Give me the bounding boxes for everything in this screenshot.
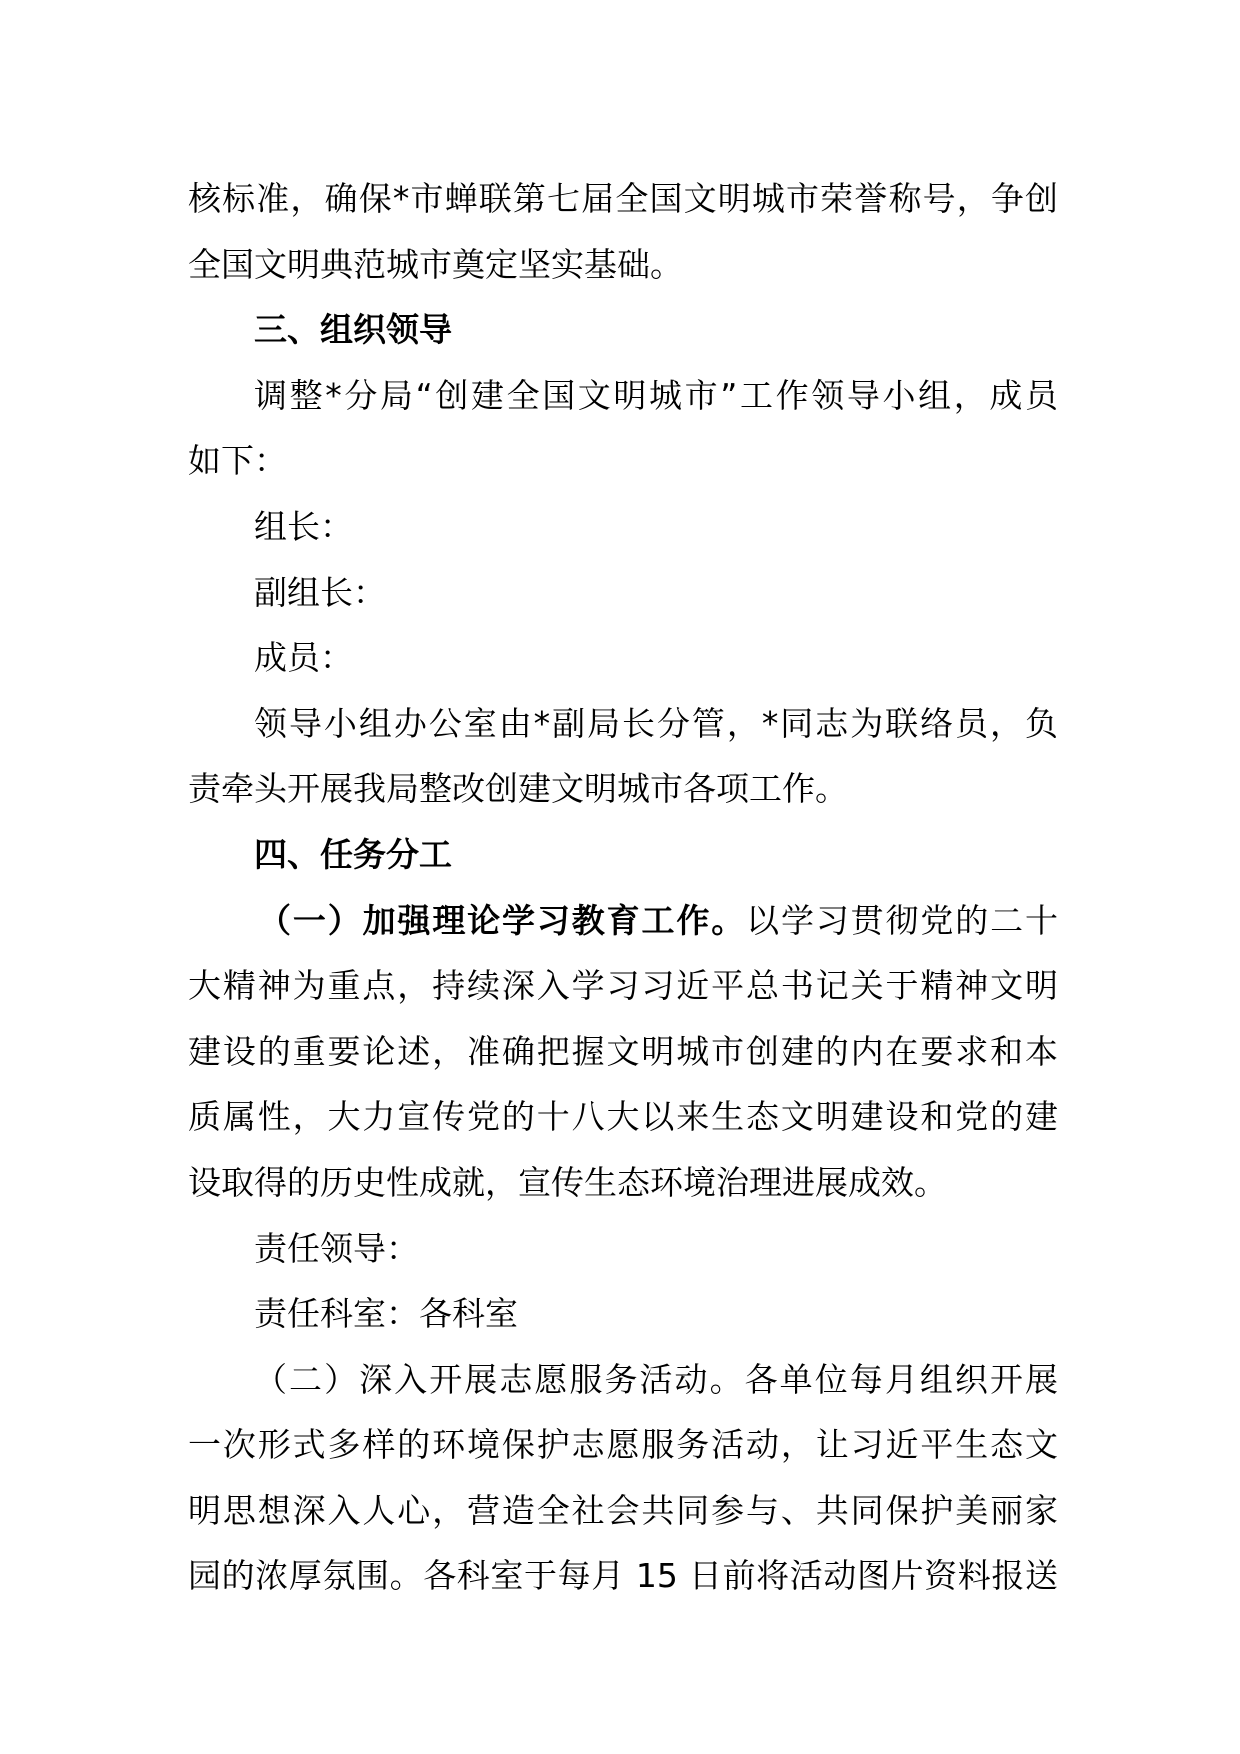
paragraph-line: 明思想深入人心，营造全社会共同参与、共同保护美丽家 — [188, 1490, 1058, 1530]
paragraph-line: 建设的重要论述，准确把握文明城市创建的内在要求和本 — [188, 1031, 1058, 1071]
paragraph-line: 全国文明典范城市奠定坚实基础。 — [188, 244, 683, 284]
paragraph-line: 质属性，大力宣传党的十八大以来生态文明建设和党的建 — [188, 1097, 1058, 1137]
paragraph-line: 如下： — [188, 441, 287, 481]
paragraph-line: 核标准，确保*市蝉联第七届全国文明城市荣誉称号，争创 — [188, 179, 1058, 218]
paragraph-line: （二）深入开展志愿服务活动。各单位每月组织开展 — [254, 1359, 1058, 1399]
paragraph-line: 调整*分局“创建全国文明城市”工作领导小组，成员 — [254, 375, 1058, 415]
members-field: 成员： — [254, 638, 353, 678]
paragraph-line: 一次形式多样的环境保护志愿服务活动，让习近平生态文 — [188, 1425, 1058, 1465]
responsible-leader-field: 责任领导： — [254, 1228, 419, 1268]
paragraph-line — [188, 888, 1058, 954]
paragraph-line: 领导小组办公室由*副局长分管，*同志为联络员，负 — [254, 703, 1058, 743]
section-heading: 三、组织领导 — [254, 310, 452, 350]
paragraph-line: 园的浓厚氛围。各科室于每月 15 日前将活动图片资料报送 — [188, 1556, 1058, 1596]
paragraph-text: 以学习贯彻党的二十 — [746, 900, 1059, 940]
document-body — [188, 166, 1058, 1609]
section-heading: 四、任务分工 — [254, 834, 452, 874]
paragraph-line: 设取得的历史性成就，宣传生态环境治理进展成效。 — [188, 1162, 947, 1202]
paragraph-line: 责牵头开展我局整改创建文明城市各项工作。 — [188, 769, 848, 809]
paragraph-line: 大精神为重点，持续深入学习习近平总书记关于精神文明 — [188, 966, 1058, 1006]
leader-field: 组长： — [254, 506, 353, 546]
responsible-office-field: 责任科室：各科室 — [254, 1294, 518, 1334]
deputy-leader-field: 副组长： — [254, 572, 386, 612]
subsection-title: （一）加强理论学习教育工作。 — [258, 900, 747, 940]
